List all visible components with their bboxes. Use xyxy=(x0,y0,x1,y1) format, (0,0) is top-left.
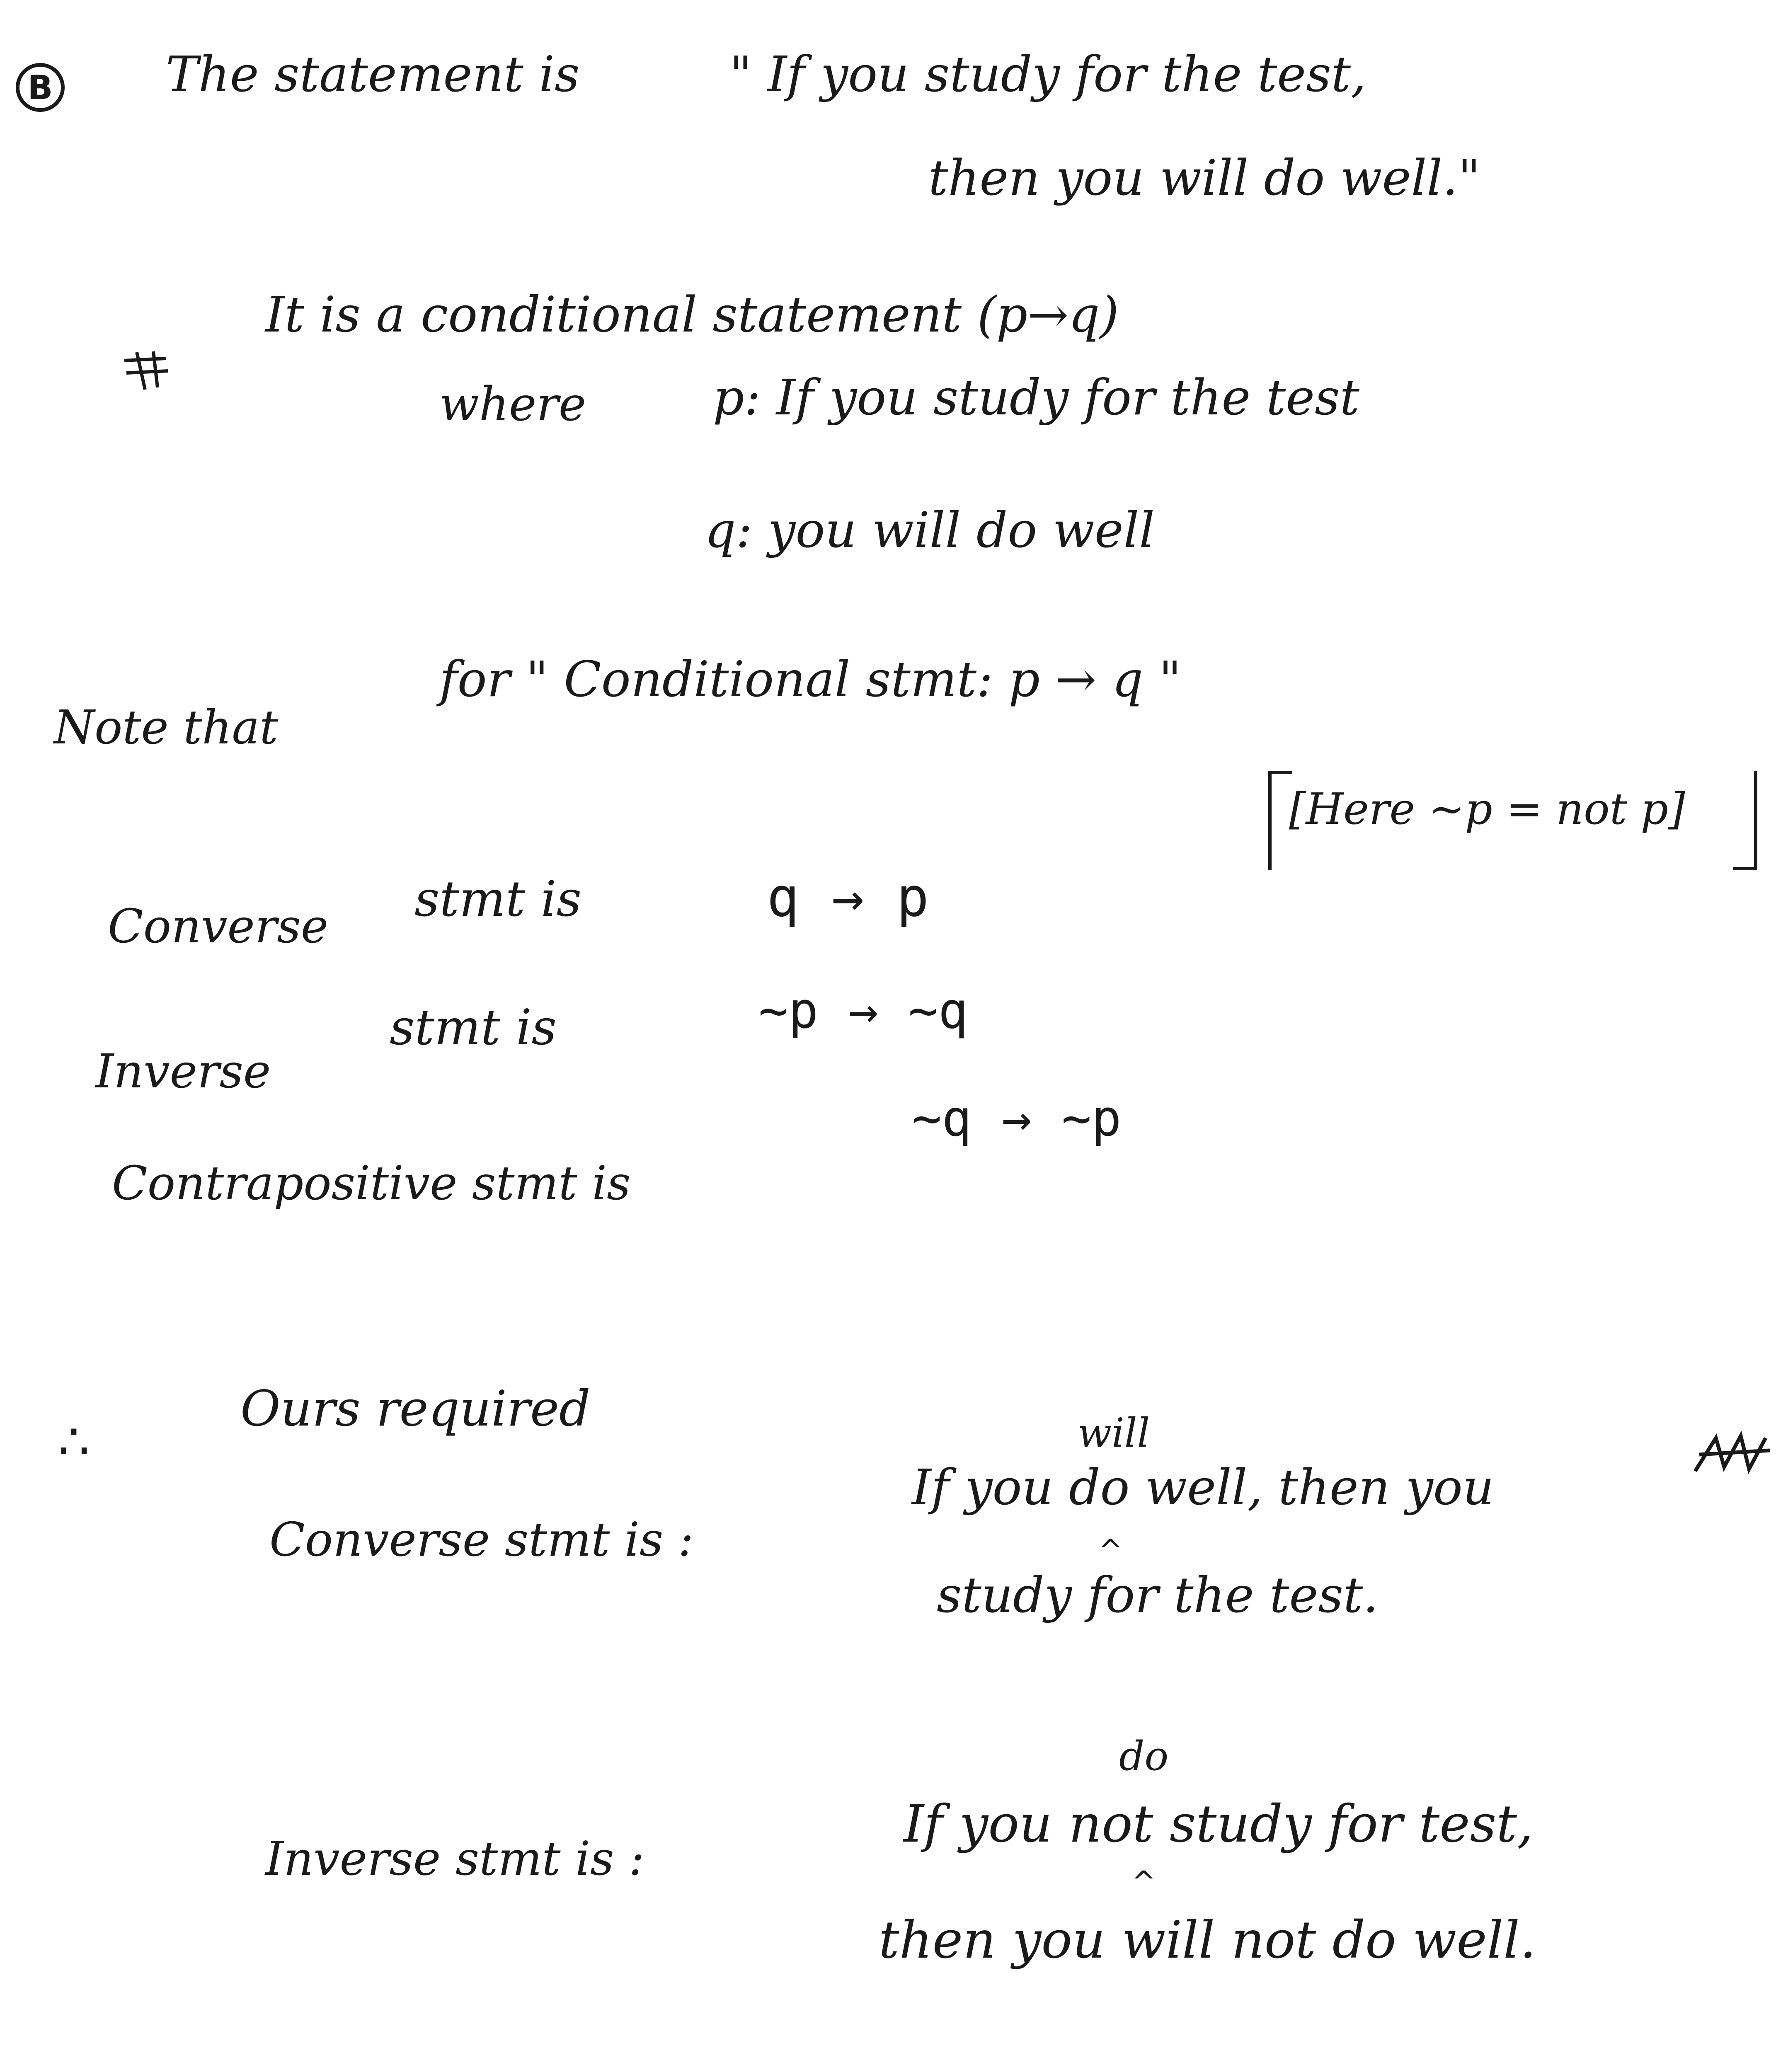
converse-label: Converse xyxy=(108,900,329,954)
ours-required: Ours required xyxy=(240,1380,591,1437)
inverse-answer-line-2: then you will not do well. xyxy=(879,1910,1536,1970)
converse-answer-line-1: If you do well, then you xyxy=(912,1459,1494,1516)
converse-formula: q → p xyxy=(767,866,929,929)
problem-number: B xyxy=(27,68,53,107)
inverse-text: stmt is xyxy=(390,999,557,1056)
quote-line-2: then you will do well." xyxy=(928,149,1480,206)
note-conditional: for " Conditional stmt: p → q " xyxy=(439,651,1182,708)
intro-text: The statement is xyxy=(166,46,580,103)
converse-answer-line-2: study for the test. xyxy=(937,1566,1379,1624)
contrapositive-label: Contrapositive stmt is xyxy=(112,1157,631,1210)
contrapositive-formula: ~q → ~p xyxy=(912,1090,1122,1147)
inverse-answer-line-1: If you not study for test, xyxy=(904,1794,1534,1854)
inverse-formula: ~p → ~q xyxy=(758,982,968,1040)
inverse-label: Inverse xyxy=(95,1045,271,1099)
note-label: Note that xyxy=(54,701,279,755)
where-label: where xyxy=(439,378,586,431)
converse-text: stmt is xyxy=(414,870,582,927)
here-note: [Here ~p = not p] xyxy=(1289,784,1685,834)
problem-number-badge xyxy=(16,63,65,112)
p-definition: p: If you study for the test xyxy=(713,369,1360,426)
converse-answer-label: Converse stmt is : xyxy=(269,1513,694,1567)
converse-caret-icon: ^ xyxy=(1098,1533,1123,1567)
inverse-answer-label: Inverse stmt is : xyxy=(265,1832,644,1886)
scribble-icon xyxy=(1691,1430,1774,1479)
q-definition: q: you will do well xyxy=(705,501,1155,559)
inverse-caret-icon: ^ xyxy=(1131,1865,1156,1899)
inverse-insert: do xyxy=(1119,1733,1169,1779)
therefore-symbol: ∴ xyxy=(58,1413,90,1471)
scratch-mark-icon xyxy=(120,348,174,394)
converse-insert: will xyxy=(1078,1410,1150,1456)
conditional-line: It is a conditional statement (p→q) xyxy=(265,286,1119,343)
quote-line-1: " If you study for the test, xyxy=(729,46,1366,103)
